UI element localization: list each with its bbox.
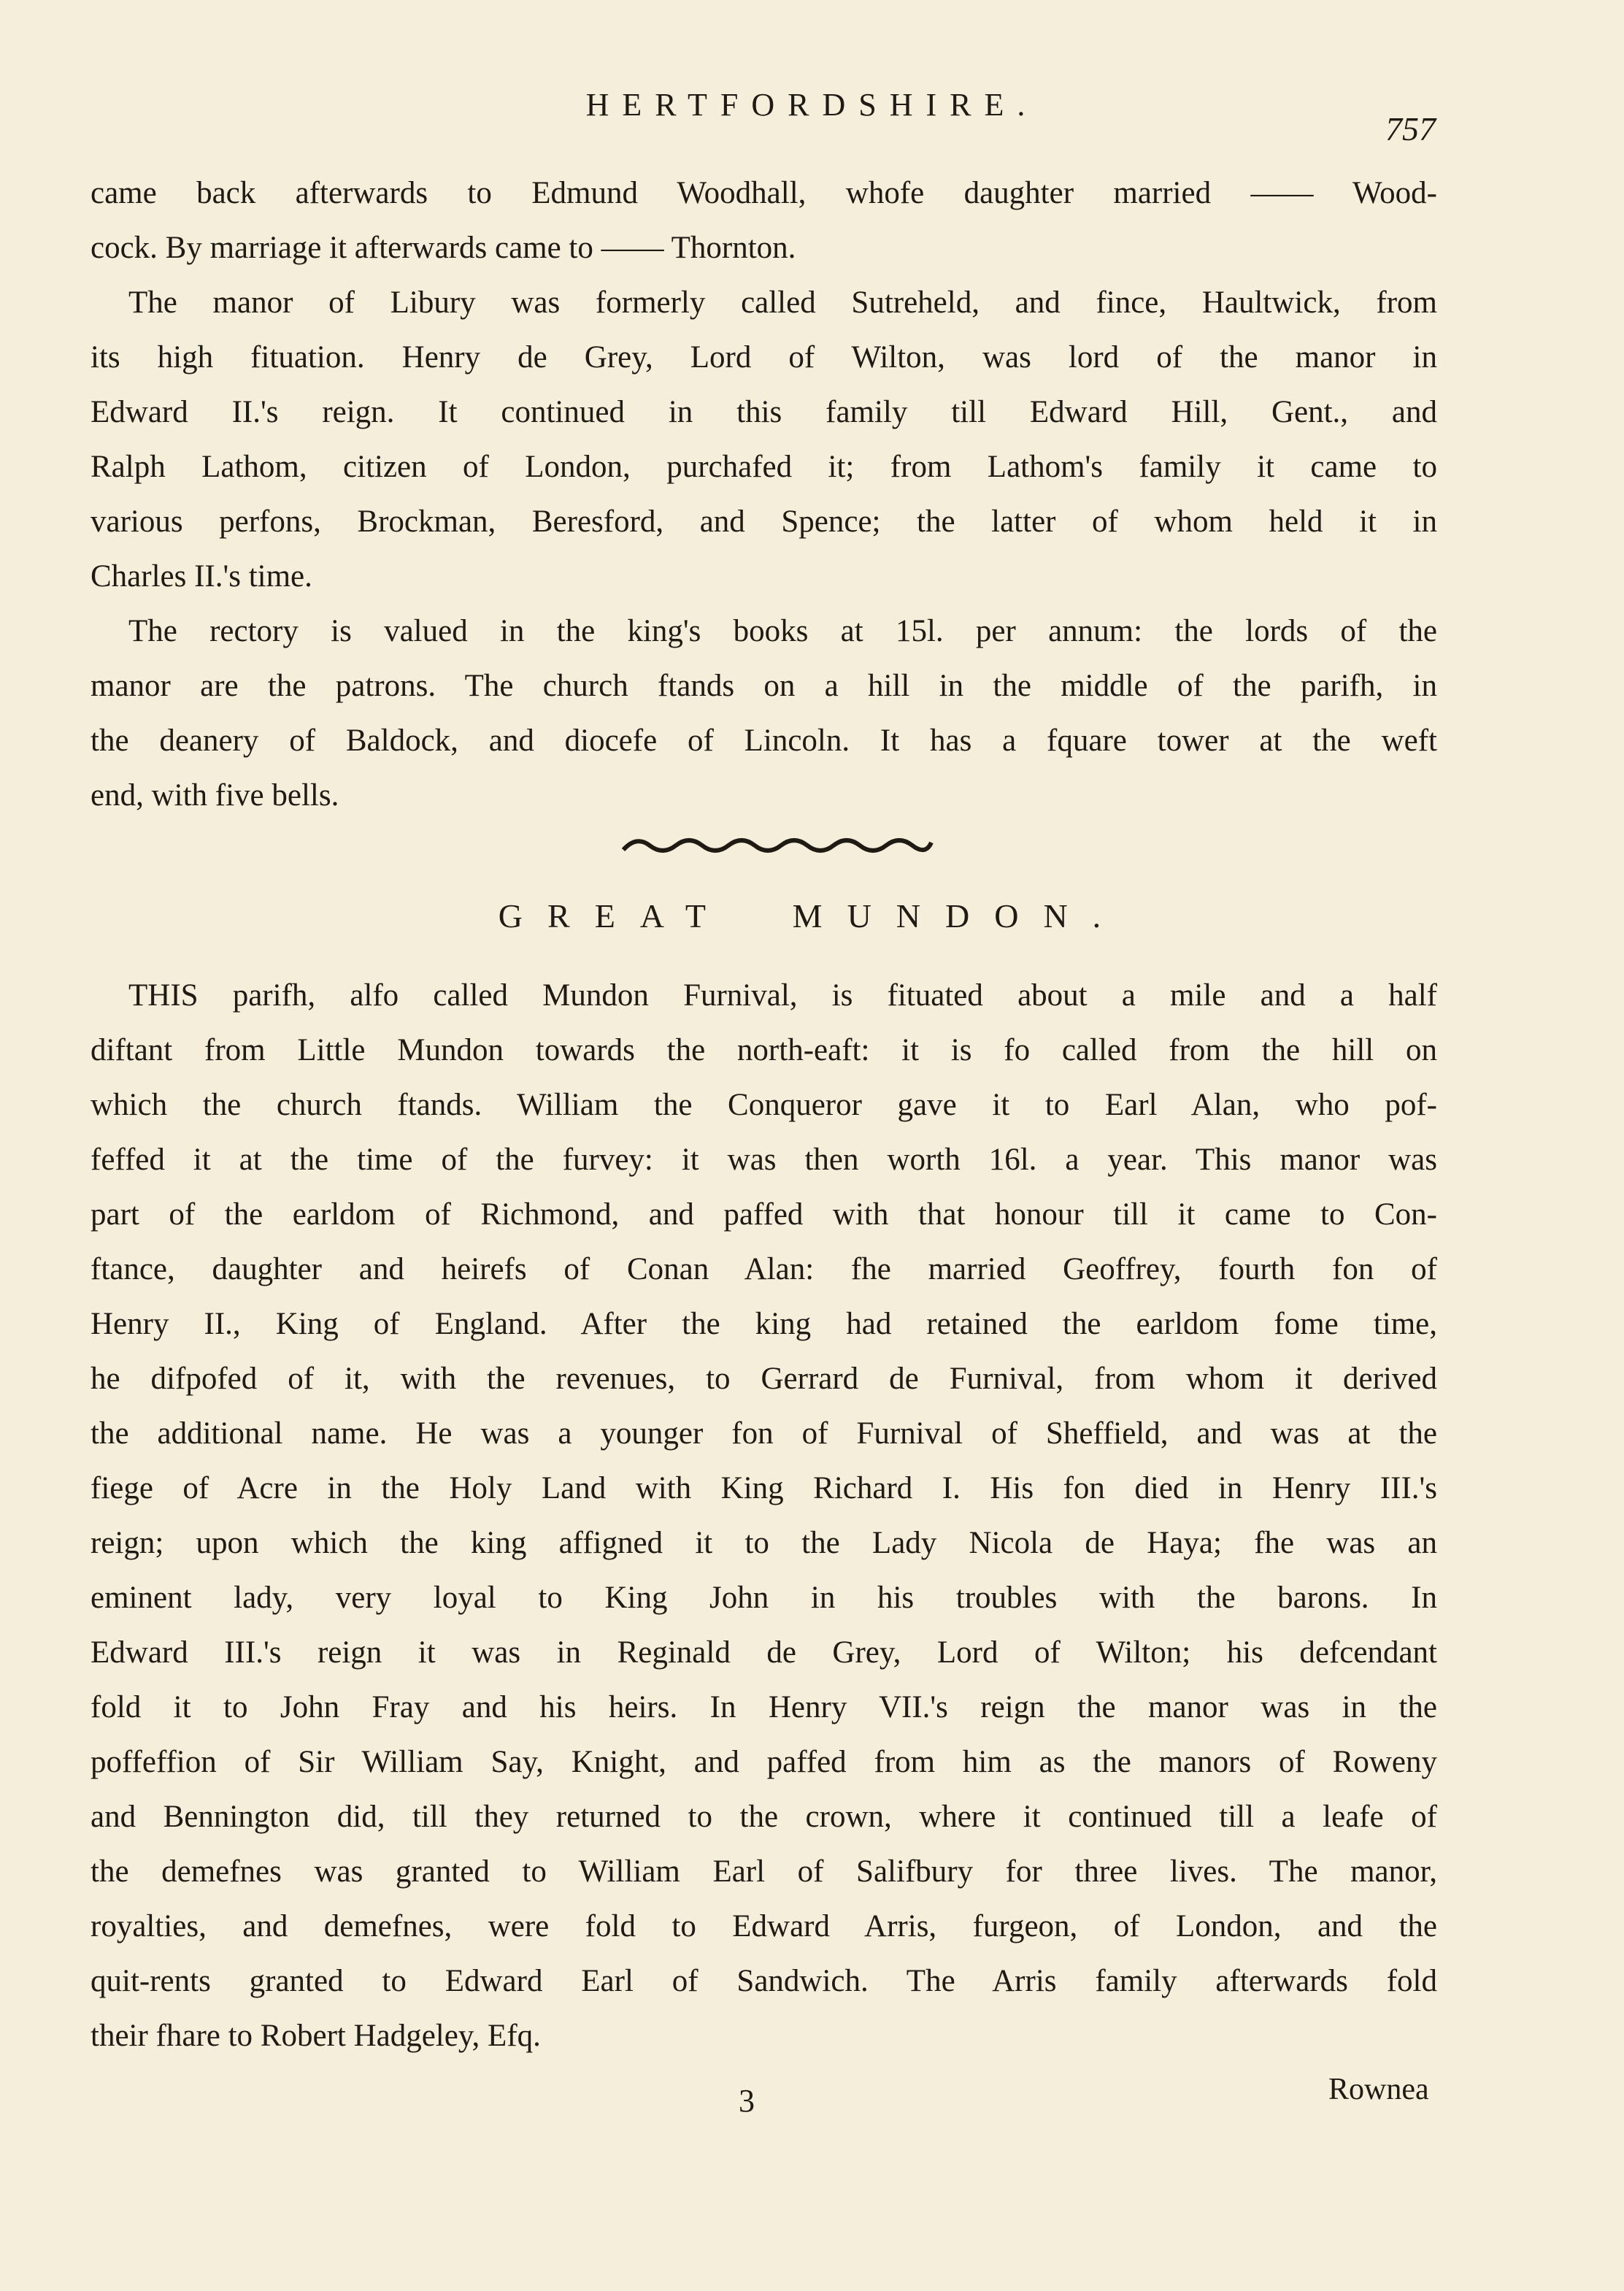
text-line: came back afterwards to Edmund Woodhall, whofe daughter married —— Wood-	[91, 176, 1437, 210]
text-line: Edward II.'s reign. It continued in this family till Edward Hill, Gent., and	[91, 395, 1437, 429]
running-head: HERTFORDSHIRE.	[585, 87, 1039, 123]
text-line: The manor of Libury was formerly called Sutreheld, and fince, Haultwick, from	[128, 285, 1437, 320]
text-line: fiege of Acre in the Holy Land with King Richard I. His fon died in Henry III.'s	[91, 1471, 1437, 1505]
text-line: the additional name. He was a younger fon of Furnival of Sheffield, and was at the	[91, 1416, 1437, 1451]
text-line: the demefnes was granted to William Earl of Salifbury for three lives. The manor,	[91, 1854, 1437, 1889]
text-line: eminent lady, very loyal to King John in his troubles with the barons. In	[91, 1581, 1437, 1615]
text-line: which the church ftands. William the Conqueror gave it to Earl Alan, who pof-	[91, 1088, 1437, 1122]
text-line: he difpofed of it, with the revenues, to Gerrard de Furnival, from whom it derived	[91, 1362, 1437, 1396]
section-great-mundon-text	[91, 968, 1437, 2063]
text-line: fold it to John Fray and his heirs. In Henry VII.'s reign the manor was in the	[91, 1690, 1437, 1724]
text-line: poffeffion of Sir William Say, Knight, and paffed from him as the manors of Roweny	[91, 1745, 1437, 1779]
text-line: THIS parifh, alfo called Mundon Furnival, is fituated about a mile and a half	[128, 978, 1437, 1013]
text-line: its high fituation. Henry de Grey, Lord of Wilton, was lord of the manor in	[91, 340, 1437, 375]
text-line: royalties, and demefnes, were fold to Edward Arris, furgeon, of London, and the	[91, 1909, 1437, 1943]
text-line: feffed it at the time of the furvey: it was then worth 16l. a year. This manor was	[91, 1143, 1437, 1177]
text-line: end, with five bells.	[91, 778, 339, 813]
text-line: Ralph Lathom, citizen of London, purchafed it; from Lathom's family it came to	[91, 450, 1437, 484]
text-line: ftance, daughter and heirefs of Conan Alan: fhe married Geoffrey, fourth fon of	[91, 1252, 1437, 1286]
section-title: GREAT MUNDON.	[498, 897, 1126, 935]
text-line: various perfons, Brockman, Beresford, and Spence; the latter of whom held it in	[91, 504, 1437, 539]
page-number: 757	[1385, 110, 1436, 147]
text-line: and Bennington did, till they returned to the crown, where it continued till a leafe of	[91, 1800, 1437, 1834]
section-libury-text	[91, 166, 1437, 823]
text-line: The rectory is valued in the king's books at 15l. per annum: the lords of the	[128, 614, 1437, 648]
text-line: diftant from Little Mundon towards the north-eaft: it is fo called from the hill on	[91, 1033, 1437, 1067]
signature-mark: 3	[739, 2083, 755, 2119]
text-line: cock. By marriage it afterwards came to —— Thornton.	[91, 231, 796, 265]
text-line: their fhare to Robert Hadgeley, Efq.	[91, 2019, 541, 2053]
catchword: Rownea	[1328, 2073, 1429, 2106]
text-line: quit-rents granted to Edward Earl of Sandwich. The Arris family afterwards fold	[91, 1964, 1437, 1998]
text-line: part of the earldom of Richmond, and paffed with that honour till it came to Con-	[91, 1197, 1437, 1232]
text-line: reign; upon which the king affigned it to the Lady Nicola de Haya; fhe was an	[91, 1526, 1437, 1560]
text-line: Edward III.'s reign it was in Reginald de Grey, Lord of Wilton; his defcendant	[91, 1635, 1437, 1670]
ornament-divider	[620, 832, 934, 859]
text-line: Charles II.'s time.	[91, 559, 312, 594]
text-line: Henry II., King of England. After the king had retained the earldom fome time,	[91, 1307, 1437, 1341]
text-line: the deanery of Baldock, and diocefe of Lincoln. It has a fquare tower at the weft	[91, 724, 1437, 758]
text-line: manor are the patrons. The church ftands on a hill in the middle of the parifh, in	[91, 669, 1437, 703]
